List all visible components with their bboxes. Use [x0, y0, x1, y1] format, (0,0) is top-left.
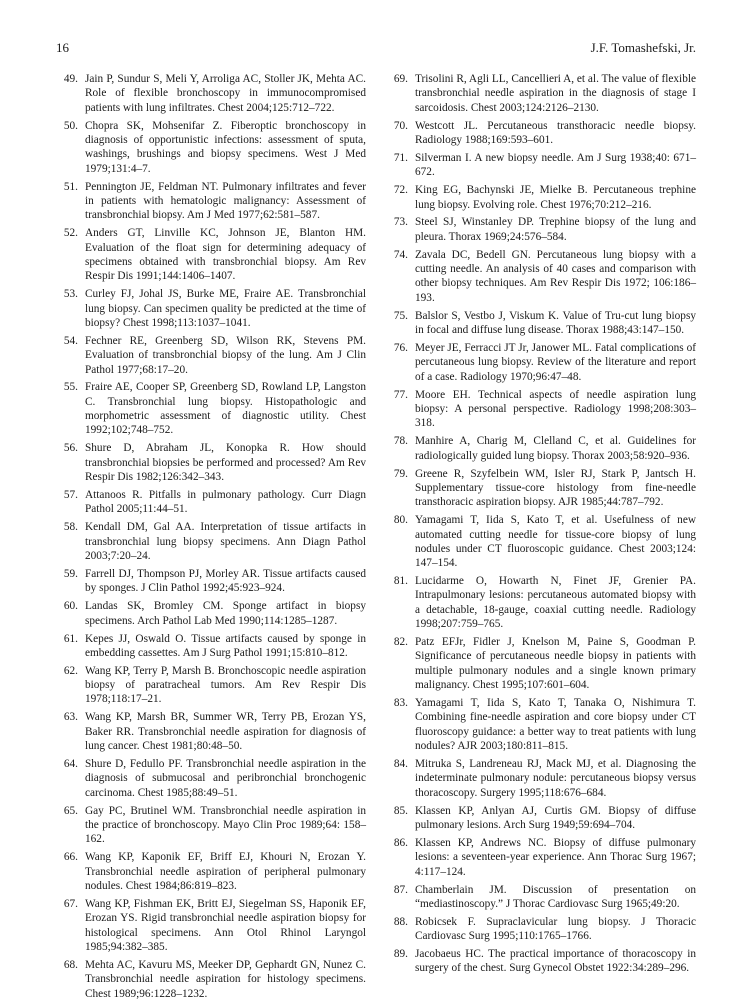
reference-item — [386, 804, 696, 833]
left-column — [56, 72, 366, 1005]
reference-text: Pennington JE, Feldman NT. Pulmonary infiltrates and fever in patients with hematologic malignancy: Assessment of transbronchial biopsy. Am J Med 1977;62:581–587. — [85, 180, 366, 222]
reference-text: Chamberlain JM. Discussion of presentation on “mediastinoscopy.” J Thorac Cardiovasc Surg 1965;49:20. — [415, 883, 696, 910]
reference-text: King EG, Bachynski JE, Mielke B. Percutaneous trephine lung biopsy. Evolving role. Chest 1976;70:212–216. — [415, 184, 696, 211]
reference-number: 68. — [63, 958, 78, 971]
reference-number: 74. — [393, 248, 408, 261]
reference-item — [56, 664, 366, 707]
reference-number: 87. — [393, 883, 408, 896]
reference-item — [56, 287, 366, 330]
reference-text: Patz EFJr, Fidler J, Knelson M, Paine S, Goodman P. Significance of percutaneous needle biopsy in patients with multiple pulmonary nodules and a single known primary malignancy. Chest 1995;107:601–604. — [415, 636, 696, 692]
reference-text: Landas SK, Bromley CM. Sponge artifact in biopsy specimens. Arch Pathol Lab Med 1990;114:1285–1287. — [85, 600, 366, 627]
right-column — [386, 72, 696, 1005]
reference-text: Jain P, Sundur S, Meli Y, Arroliga AC, Stoller JK, Mehta AC. Role of flexible bronchoscopy in immunocompromised patients with lung infiltrates. Chest 2004;125:712–722. — [85, 73, 366, 114]
reference-number: 89. — [393, 948, 408, 961]
reference-text: Zavala DC, Bedell GN. Percutaneous lung biopsy with a cutting needle. An analysis of 40 cases and comparison with other biopsy techniques. Am Rev Respir Dis 1972; 106:186–193. — [415, 248, 696, 304]
reference-text: Anders GT, Linville KC, Johnson JE, Blanton HM. Evaluation of the float sign for determining adequacy of specimens obtained with transbronchial biopsy. Am Rev Respir Dis 1991;144:1406–1407. — [85, 227, 366, 283]
reference-list-right — [386, 72, 696, 976]
reference-number: 66. — [63, 851, 78, 864]
reference-item — [56, 72, 366, 115]
reference-item — [56, 180, 366, 223]
reference-text: Silverman I. A new biopsy needle. Am J Surg 1938;40: 671–672. — [415, 151, 696, 179]
reference-number: 78. — [393, 435, 408, 448]
reference-text: Klassen KP, Anlyan AJ, Curtis GM. Biopsy of diffuse pulmonary lesions. Arch Surg 1949;59:694–704. — [415, 804, 696, 831]
reference-number: 71. — [393, 151, 408, 164]
reference-number: 62. — [63, 664, 78, 677]
reference-number: 58. — [63, 521, 78, 534]
reference-item — [56, 334, 366, 377]
reference-number: 50. — [63, 119, 78, 132]
reference-number: 54. — [63, 334, 78, 347]
reference-item — [386, 183, 696, 212]
reference-item — [386, 947, 696, 976]
reference-number: 72. — [393, 184, 408, 197]
reference-text: Wang KP, Kaponik EF, Briff EJ, Khouri N, Erozan Y. Transbronchial needle aspiration of peripheral pulmonary nodules. Chest 1984;86:819–823. — [85, 851, 366, 892]
reference-item — [386, 467, 696, 510]
reference-number: 76. — [393, 342, 408, 354]
reference-number: 85. — [393, 804, 408, 817]
reference-item — [56, 488, 366, 517]
reference-text: Jacobaeus HC. The practical importance of thoracoscopy in surgery of the chest. Surg Gynecol Obstet 1922:34:289–296. — [415, 948, 696, 975]
reference-number: 75. — [393, 309, 408, 322]
reference-number: 80. — [393, 514, 408, 527]
reference-item — [386, 915, 696, 944]
reference-number: 61. — [63, 632, 78, 645]
reference-text: Manhire A, Charig M, Clelland C, et al. Guidelines for radiologically guided lung biopsy. Thorax 2003;58:920–936. — [415, 435, 696, 462]
reference-text: Balslor S, Vestbo J, Viskum K. Value of Tru-cut lung biopsy in focal and diffuse lung disease. Thorax 1988;43:147–150. — [415, 309, 696, 337]
reference-item — [386, 513, 696, 570]
reference-text: Curley FJ, Johal JS, Burke ME, Fraire AE. Transbronchial lung biopsy. Can specimen quality be predicted at the time of biopsy? Chest 1998;113:1037–1041. — [85, 288, 366, 329]
reference-text: Klassen KP, Andrews NC. Biopsy of diffuse pulmonary lesions: a seventeen-year experience. Ann Thorac Surg 1967; 4:117–124. — [415, 836, 696, 878]
reference-columns — [56, 72, 696, 1005]
reference-item — [56, 897, 366, 954]
reference-item — [56, 441, 366, 484]
reference-number: 52. — [63, 227, 78, 240]
reference-item — [386, 151, 696, 180]
reference-text: Wang KP, Terry P, Marsh B. Bronchoscopic needle aspiration biopsy of paratracheal tumors. Am Rev Respir Dis 1978;118:17–21. — [85, 664, 366, 706]
reference-item — [386, 574, 696, 631]
reference-text: Wang KP, Fishman EK, Britt EJ, Siegelman SS, Haponik EF, Erozan YS. Rigid transbronchial needle aspiration biopsy for histological specimens. Ann Otol Rhinol Laryngol 1985;94:382–385. — [85, 897, 366, 953]
reference-text: Greene R, Szyfelbein WM, Isler RJ, Stark P, Jantsch H. Supplementary tissue-core histology from fine-needle transthoracic aspiration biopsy. AJR 1985;44:787–792. — [415, 467, 696, 509]
reference-number: 53. — [63, 288, 78, 301]
reference-text: Mitruka S, Landreneau RJ, Mack MJ, et al. Diagnosing the indeterminate pulmonary nodule: percutaneous biopsy versus thoracoscopy. Surgery 1995;118:676–684. — [415, 758, 696, 799]
reference-text: Lucidarme O, Howarth N, Finet JF, Grenier PA. Intrapulmonary lesions: percutaneous automated biopsy with a detachable, 18-gauge, coaxial cutting needle. Radiology 1998;207:759–765. — [415, 575, 696, 631]
reference-number: 65. — [63, 804, 78, 817]
reference-text: Attanoos R. Pitfalls in pulmonary pathology. Curr Diagn Pathol 2005;11:44–51. — [85, 489, 366, 516]
reference-number: 79. — [393, 467, 408, 480]
reference-number: 51. — [63, 180, 78, 193]
reference-text: Wang KP, Marsh BR, Summer WR, Terry PB, Erozan YS, Baker RR. Transbronchial needle aspiration for diagnosis of lung cancer. Chest 1981;80:48–50. — [85, 711, 366, 753]
reference-number: 88. — [393, 915, 408, 928]
reference-item — [386, 388, 696, 431]
reference-text: Fraire AE, Cooper SP, Greenberg SD, Rowland LP, Langston C. Transbronchial lung biopsy. Histopathologic and morphometric assessment of diagnostic utility. Chest 1992;102;748–752. — [85, 381, 366, 437]
reference-number: 56. — [63, 442, 78, 455]
reference-item — [386, 883, 696, 912]
reference-item — [56, 757, 366, 800]
reference-text: Chopra SK, Mohsenifar Z. Fiberoptic bronchoscopy in diagnosis of opportunistic infections: assessment of sputa, washings, brushings and biopsy specimens. West J Med 1979;131:4–7. — [85, 119, 366, 175]
reference-number: 60. — [63, 600, 78, 613]
reference-item — [386, 215, 696, 244]
page-header — [56, 40, 696, 56]
reference-list-left — [56, 72, 366, 1001]
reference-number: 57. — [63, 489, 78, 502]
reference-item — [386, 72, 696, 115]
reference-number: 70. — [393, 119, 408, 132]
reference-number: 86. — [393, 836, 408, 849]
reference-item — [386, 635, 696, 692]
reference-item — [56, 710, 366, 753]
reference-item — [56, 567, 366, 596]
reference-number: 59. — [63, 567, 78, 580]
reference-item — [386, 836, 696, 879]
reference-text: Moore EH. Technical aspects of needle aspiration lung biopsy: A personal perspective. Radiology 1998;208:303–318. — [415, 388, 696, 430]
reference-text: Shure D, Abraham JL, Konopka R. How should transbronchial biopsies be performed and processed? Am Rev Respir Dis 1982;126:342–343. — [85, 442, 366, 484]
reference-number: 64. — [63, 758, 78, 771]
reference-number: 67. — [63, 897, 78, 910]
running-head: J.F. Tomashefski, Jr. — [590, 40, 696, 55]
reference-text: Gay PC, Brutinel WM. Transbronchial needle aspiration in the practice of bronchoscopy. Mayo Clin Proc 1989;64: 158–162. — [85, 804, 366, 846]
reference-number: 55. — [63, 381, 78, 394]
page-number: 16 — [56, 40, 69, 55]
reference-item — [56, 958, 366, 1001]
reference-text: Trisolini R, Agli LL, Cancellieri A, et al. The value of flexible transbronchial needle aspiration in the diagnosis of stage I sarcoidosis. Chest 2003;124:2126–2130. — [415, 73, 696, 114]
reference-text: Farrell DJ, Thompson PJ, Morley AR. Tissue artifacts caused by sponges. J Clin Pathol 1992;45:923–924. — [85, 567, 366, 595]
reference-item — [386, 757, 696, 800]
reference-number: 81. — [393, 575, 408, 588]
reference-number: 49. — [63, 73, 78, 85]
reference-item — [56, 226, 366, 283]
reference-text: Meyer JE, Ferracci JT Jr, Janower ML. Fatal complications of percutaneous lung biopsy. Review of the literature and report of a case. Radiology 1970;96:47–48. — [415, 342, 696, 383]
reference-text: Kendall DM, Gal AA. Interpretation of tissue artifacts in transbronchial lung biopsy specimens. Ann Diagn Pathol 2003;7:20–24. — [85, 521, 366, 562]
reference-number: 69. — [393, 73, 408, 85]
reference-text: Fechner RE, Greenberg SD, Wilson RK, Stevens PM. Evaluation of transbronchial biopsy of the lung. Am J Clin Pathol 1977;68:17–20. — [85, 334, 366, 376]
reference-number: 63. — [63, 711, 78, 724]
reference-text: Westcott JL. Percutaneous transthoracic needle biopsy. Radiology 1988;169:593–601. — [415, 119, 696, 146]
reference-item — [386, 341, 696, 384]
reference-item — [386, 119, 696, 148]
reference-number: 82. — [393, 636, 408, 649]
reference-item — [56, 119, 366, 176]
reference-text: Mehta AC, Kavuru MS, Meeker DP, Gephardt GN, Nunez C. Transbronchial needle aspiration for histology specimens. Chest 1989;96:1228–1232. — [85, 958, 366, 1000]
reference-number: 83. — [393, 697, 408, 710]
reference-item — [386, 434, 696, 463]
reference-number: 73. — [393, 216, 408, 229]
reference-number: 84. — [393, 758, 408, 771]
reference-item — [386, 309, 696, 338]
reference-item — [386, 248, 696, 305]
reference-item — [56, 520, 366, 563]
reference-item — [56, 599, 366, 628]
reference-text: Yamagami T, Iida S, Kato T, et al. Usefulness of new automated cutting needle for tissue-core biopsy of lung nodules under CT fluoroscopic guidance. Chest 2003;124: 147–154. — [415, 514, 696, 570]
reference-number: 77. — [393, 388, 408, 401]
reference-text: Kepes JJ, Oswald O. Tissue artifacts caused by sponge in embedding cassettes. Am J Surg Pathol 1991;15:810–812. — [85, 632, 366, 659]
reference-text: Shure D, Fedullo PF. Transbronchial needle aspiration in the diagnosis of submucosal and peribronchial bronchogenic carcinoma. Chest 1985;88:49–51. — [85, 758, 366, 799]
reference-item — [56, 850, 366, 893]
reference-item — [56, 632, 366, 661]
reference-item — [386, 696, 696, 753]
reference-text: Yamagami T, Iida S, Kato T, Tanaka O, Nishimura T. Combining fine-needle aspiration and core biopsy under CT fluoroscopy guidance: a better way to treat patients with lung nodules? AJR 2003;180:811–815. — [415, 697, 696, 753]
reference-text: Robicsek F. Supraclavicular lung biopsy. J Thoracic Cardiovasc Surg 1995;110:1765–1766. — [415, 915, 696, 943]
reference-text: Steel SJ, Winstanley DP. Trephine biopsy of the lung and pleura. Thorax 1969;24:576–584. — [415, 216, 696, 243]
reference-item — [56, 380, 366, 437]
reference-item — [56, 804, 366, 847]
